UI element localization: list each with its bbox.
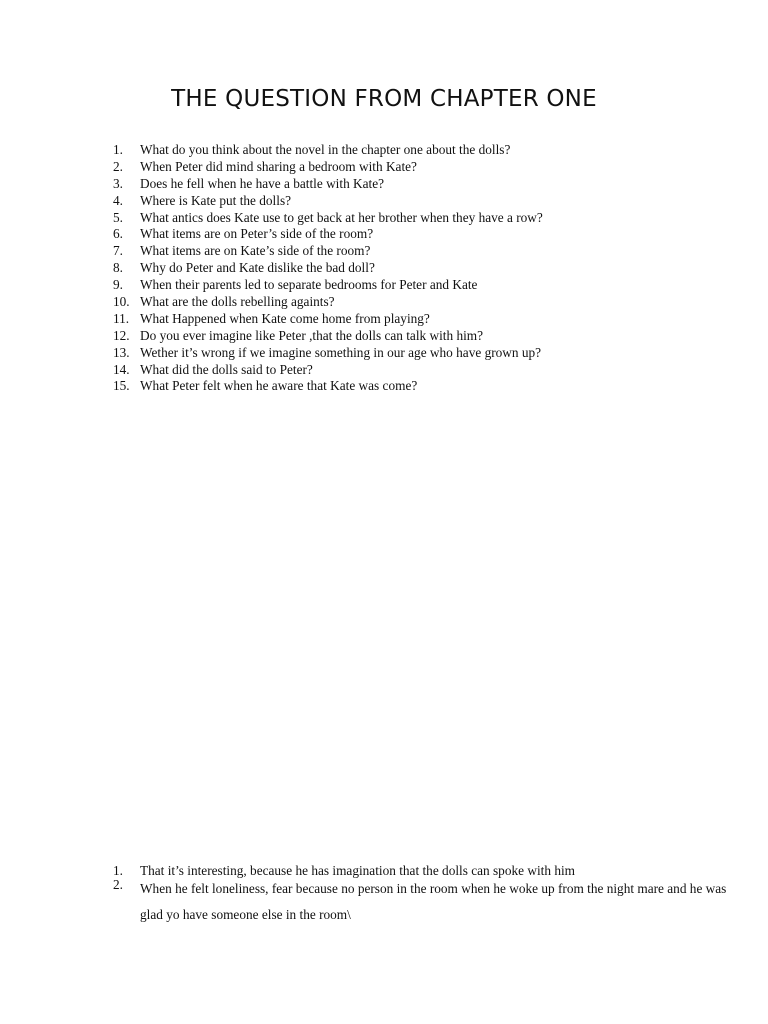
list-item: [113, 311, 733, 328]
list-item: [113, 294, 733, 311]
item-number: 3.: [113, 175, 123, 191]
item-number: 9.: [113, 277, 123, 293]
question-text: What are the dolls rebelling againts?: [140, 294, 335, 310]
question-text: Why do Peter and Kate dislike the bad doll?: [140, 260, 375, 276]
list-item: [113, 277, 733, 294]
item-number: 13.: [113, 344, 130, 360]
question-text: Where is Kate put the dolls?: [140, 192, 292, 208]
list-item: [113, 176, 733, 193]
question-text: What Peter felt when he aware that Kate was come?: [140, 378, 418, 394]
question-text: What do you think about the novel in the chapter one about the dolls?: [140, 142, 511, 157]
list-item: [113, 362, 733, 379]
item-number: 2.: [113, 158, 123, 174]
question-text: Do you ever imagine like Peter ,that the dolls can talk with him?: [140, 327, 484, 343]
item-number: 4.: [113, 192, 123, 208]
item-number: 8.: [113, 260, 123, 276]
page-title: THE QUESTION FROM CHAPTER ONE: [171, 86, 597, 112]
list-item: [113, 142, 733, 159]
list-item: [113, 193, 733, 210]
item-number: 2.: [113, 877, 123, 892]
item-number: 1.: [113, 863, 123, 878]
list-item: [113, 260, 733, 277]
list-item: [113, 328, 733, 345]
question-text: Wether it’s wrong if we imagine something in our age who have grown up?: [140, 344, 542, 360]
item-number: 15.: [113, 378, 130, 394]
item-number: 14.: [113, 361, 130, 377]
item-number: 10.: [113, 294, 130, 310]
question-text: Does he fell when he have a battle with Kate?: [140, 175, 385, 191]
question-text: When Peter did mind sharing a bedroom with Kate?: [140, 158, 417, 174]
answer-list: [113, 862, 733, 928]
list-item: [113, 876, 733, 928]
list-item: [113, 226, 733, 243]
list-item: [113, 345, 733, 362]
item-number: 11.: [113, 310, 130, 326]
item-number: 1.: [113, 142, 123, 157]
list-item: [113, 210, 733, 227]
question-text: What items are on Peter’s side of the room?: [140, 226, 374, 242]
item-number: 12.: [113, 327, 130, 343]
question-text: What items are on Kate’s side of the room?: [140, 243, 371, 259]
question-list: [113, 142, 733, 395]
question-text: What antics does Kate use to get back at her brother when they have a row?: [140, 209, 543, 225]
answer-text: When he felt loneliness, fear because no person in the room when he woke up from the night mare and he was glad yo have someone else in the room\: [140, 881, 727, 922]
answer-text: That it’s interesting, because he has imagination that the dolls can spoke with him: [140, 863, 576, 878]
question-text: When their parents led to separate bedrooms for Peter and Kate: [140, 277, 478, 293]
question-text: What Happened when Kate come home from playing?: [140, 310, 430, 326]
list-item: [113, 243, 733, 260]
list-item: [113, 378, 733, 395]
item-number: 6.: [113, 226, 123, 242]
item-number: 5.: [113, 209, 123, 225]
question-text: What did the dolls said to Peter?: [140, 361, 313, 377]
list-item: [113, 159, 733, 176]
item-number: 7.: [113, 243, 123, 259]
